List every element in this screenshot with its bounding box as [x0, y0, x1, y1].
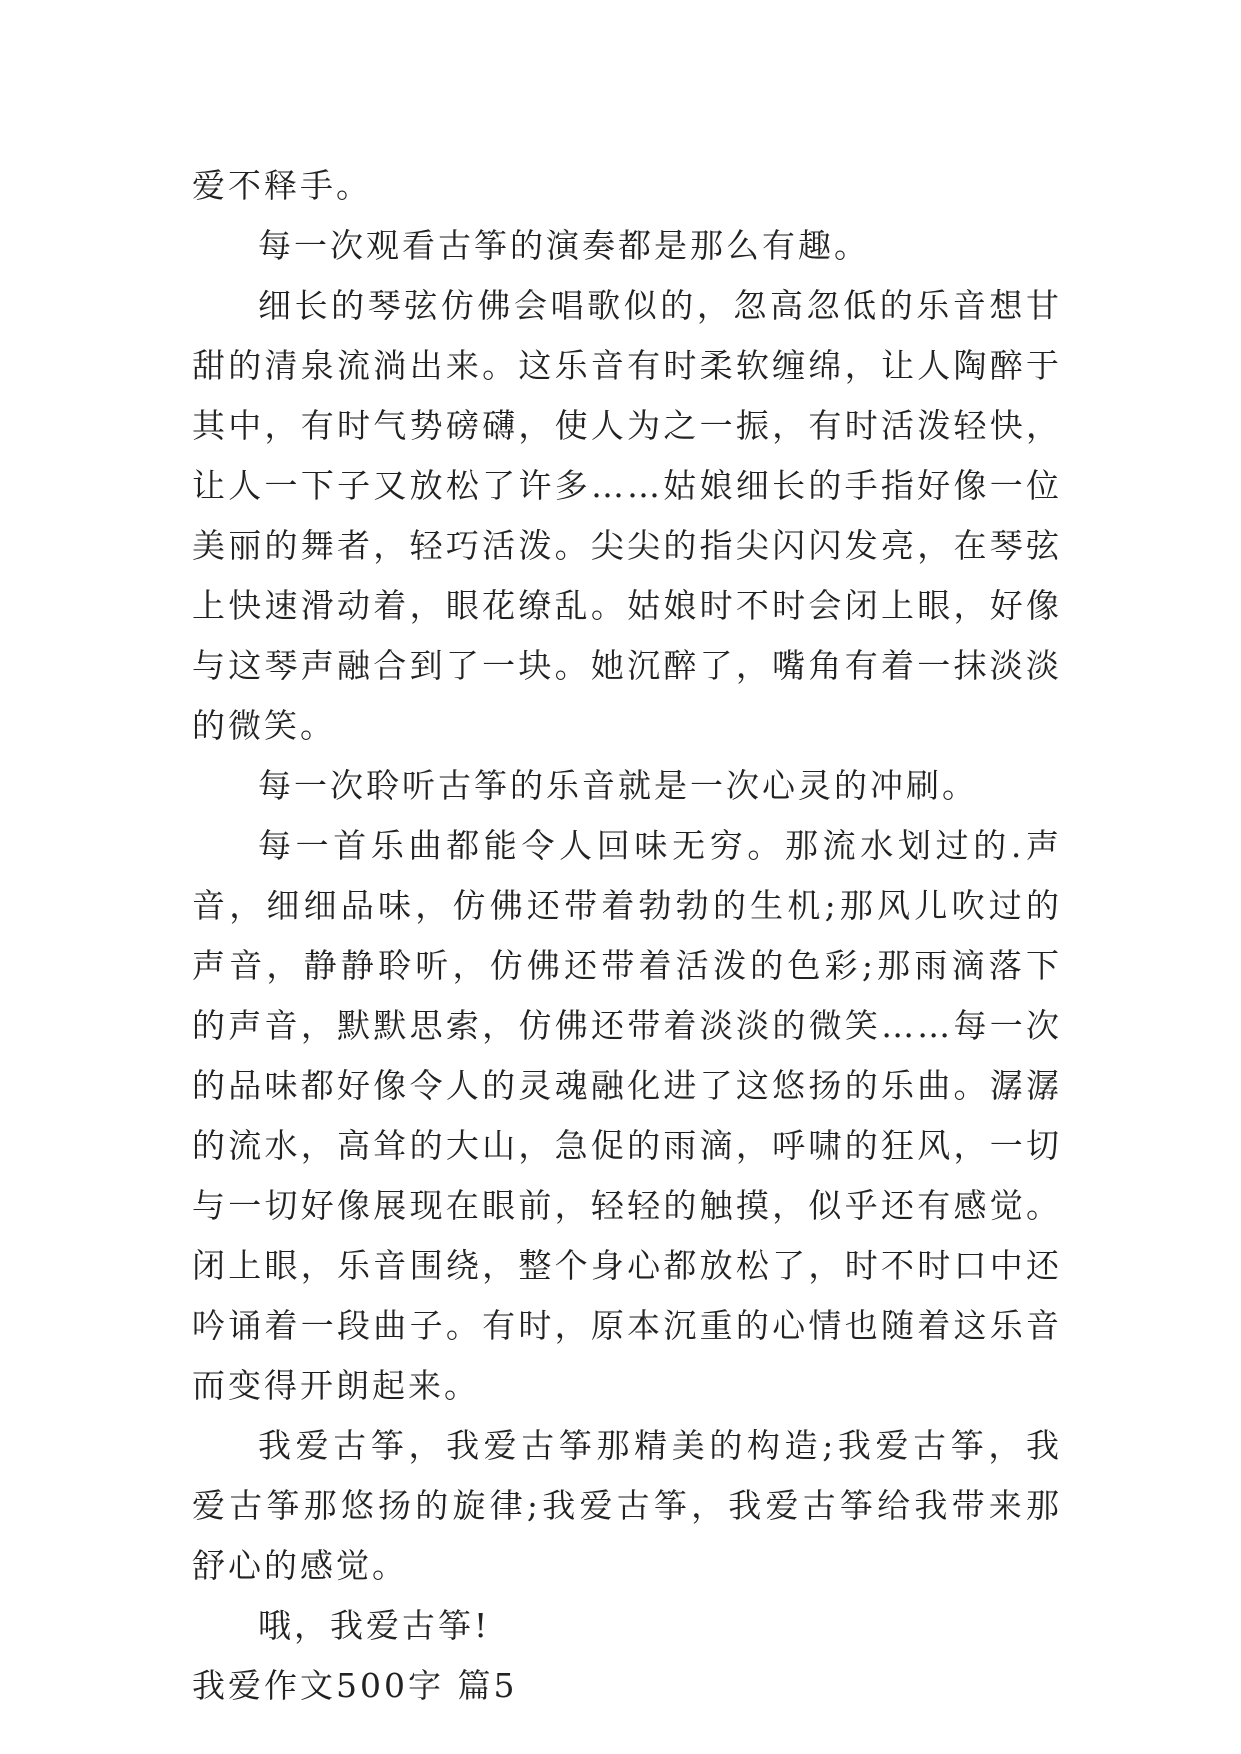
document-body [192, 156, 1062, 1716]
paragraph-listening: 每一次聆听古筝的乐音就是一次心灵的冲刷。 [258, 766, 978, 805]
paragraph-love: 我爱古筝，我爱古筝那精美的构造;我爱古筝，我爱古筝那悠扬的旋律;我爱古筝，我爱古筝给我带来那舒心的感觉。 [192, 1426, 1062, 1585]
paragraph-exclaim: 哦，我爱古筝! [258, 1606, 491, 1645]
paragraph-music: 每一首乐曲都能令人回味无穷。那流水划过的.声音，细细品味，仿佛还带着勃勃的生机;那风儿吹过的声音，静静聆听，仿佛还带着活泼的色彩;那雨滴落下的声音，默默思索，仿佛还带着淡淡的微笑……每一次的品味都好像令人的灵魂融化进了这悠扬的乐曲。潺潺的流水，高耸的大山，急促的雨滴，呼啸的狂风，一切与一切好像展现在眼前，轻轻的触摸，似乎还有感觉。闭上眼，乐音围绕，整个身心都放松了，时不时口中还吟诵着一段曲子。有时，原本沉重的心情也随着这乐音而变得开朗起来。 [192, 826, 1062, 1405]
section-heading: 我爱作文500字 篇5 [192, 1666, 518, 1705]
paragraph-strings: 细长的琴弦仿佛会唱歌似的，忽高忽低的乐音想甘甜的清泉流淌出来。这乐音有时柔软缠绵，让人陶醉于其中，有时气势磅礴，使人为之一振，有时活泼轻快，让人一下子又放松了许多……姑娘细长的手指好像一位美丽的舞者，轻巧活泼。尖尖的指尖闪闪发亮，在琴弦上快速滑动着，眼花缭乱。姑娘时不时会闭上眼，好像与这琴声融合到了一块。她沉醉了，嘴角有着一抹淡淡的微笑。 [192, 286, 1062, 745]
paragraph-watching: 每一次观看古筝的演奏都是那么有趣。 [258, 226, 870, 265]
paragraph-continuation: 爱不释手。 [192, 166, 372, 205]
